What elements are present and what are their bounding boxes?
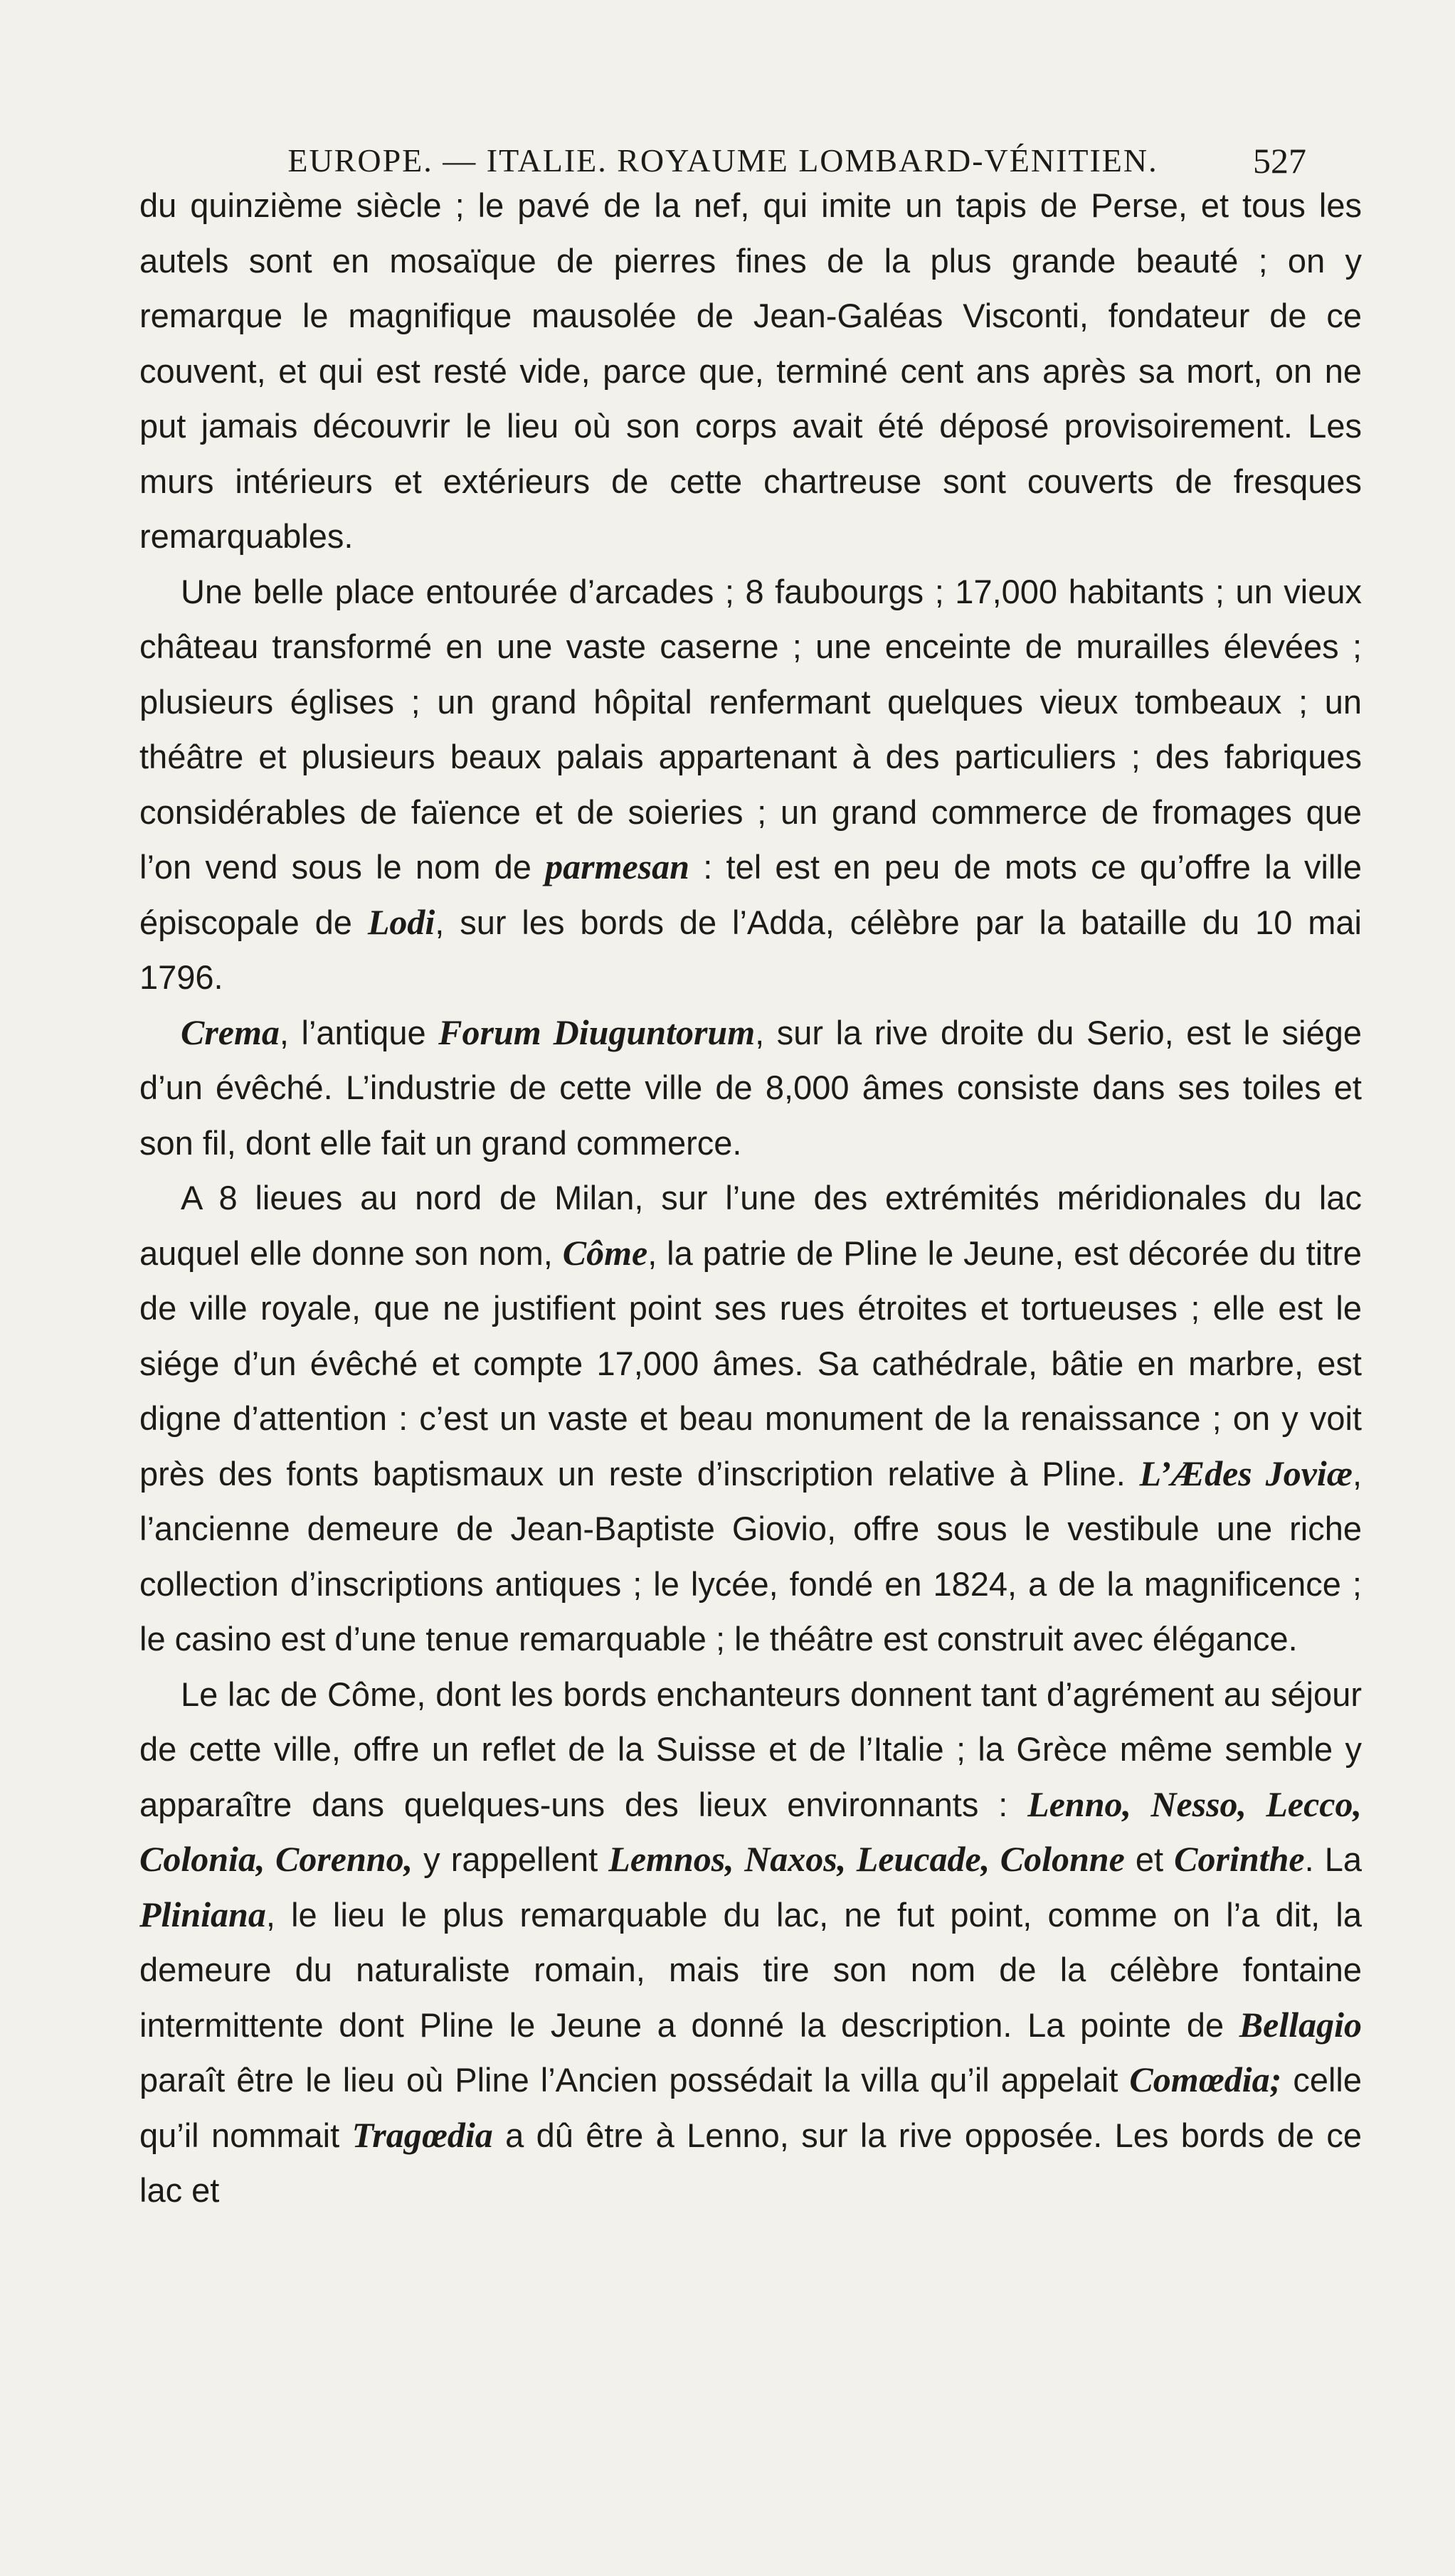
italic-text: Bellagio	[1239, 2004, 1362, 2045]
italic-text: Corinthe	[1174, 1839, 1305, 1879]
page-header	[139, 139, 1306, 182]
paragraph	[139, 1667, 1362, 2218]
running-title: EUROPE. — ITALIE. ROYAUME LOMBARD-VÉNITIEN.	[287, 142, 1158, 179]
italic-text: Pliniana	[139, 1894, 266, 1934]
italic-text: L’Ædes Joviæ	[1139, 1453, 1353, 1493]
paragraph	[139, 1170, 1362, 1667]
text-run: paraît être le lieu où Pline l’Ancien possédait la villa qu’il appelait	[139, 2061, 1130, 2099]
italic-text: Tragœdia	[351, 2114, 493, 2155]
text-run: . La	[1304, 1840, 1362, 1878]
paragraph	[139, 564, 1362, 1005]
text-run: : tel est en peu de mots ce qu’offre la ville épiscopale de	[139, 848, 1362, 941]
text-run: celle qu’il nommait	[139, 2061, 1362, 2154]
page-number: 527	[1253, 141, 1306, 181]
text-run: Une belle place entourée d’arcades ; 8 faubourgs ; 17,000 habitants ; un vieux château transformé en une vaste caserne ; une enceinte de murailles élevées ; plusieurs églises ; un grand hôpital renfermant quelques vieux tombeaux ; un théâtre et plusieurs beaux palais appartenant à des particuliers ; des fabriques considérables de faïence et de soieries ; un grand commerce de fromages que l’on vend sous le nom de	[139, 572, 1362, 886]
text-run: , sur les bords de l’Adda, célèbre par la bataille du 10 mai 1796.	[139, 903, 1362, 996]
italic-text: Lenno, Nesso, Lecco, Colonia, Corenno,	[139, 1783, 1362, 1879]
italic-text: Crema	[181, 1012, 280, 1052]
text-run: a dû être à Lenno, sur la rive opposée. Les bords de ce lac et	[139, 2116, 1362, 2209]
text-run: , sur la rive droite du Serio, est le siége d’un évêché. L’industrie de cette ville de 8,000 âmes consiste dans ses toiles et son fil, dont elle fait un grand commerce.	[139, 1013, 1363, 1162]
italic-text: Comœdia;	[1129, 2060, 1282, 2099]
text-run: et	[1124, 1840, 1175, 1878]
body-text	[139, 178, 1362, 2218]
text-run: Le lac de Côme, dont les bords enchanteurs donnent tant d’agrément au séjour de cette ville, offre un reflet de la Suisse et de l’Italie ; la Grèce même semble y apparaître dans quelques-uns des lieux environnants :	[139, 1675, 1362, 1823]
paragraph	[139, 178, 1362, 564]
text-run: , l’ancienne demeure de Jean-Baptiste Giovio, offre sous le vestibule une riche collection d’inscriptions antiques ; le lycée, fondé en 1824, a de la magnificence ; le casino est d’une tenue remarquable ; le théâtre est construit avec élégance.	[139, 1454, 1362, 1658]
italic-text: Lemnos, Naxos, Leucade, Colonne	[608, 1839, 1125, 1879]
italic-text: Forum Diuguntorum	[438, 1012, 756, 1052]
text-run: , l’antique	[279, 1013, 439, 1051]
italic-text: Lodi	[367, 901, 435, 942]
paragraph	[139, 1005, 1362, 1171]
text-run: A 8 lieues au nord de Milan, sur l’une des extrémités méridionales du lac auquel elle donne son nom,	[139, 1179, 1362, 1272]
italic-text: Côme	[562, 1232, 648, 1273]
italic-text: parmesan	[545, 847, 689, 886]
text-run: du quinzième siècle ; le pavé de la nef, qui imite un tapis de Perse, et tous les autels sont en mosaïque de pierres fines de la plus grande beauté ; on y remarque le magnifique mausolée de Jean-Galéas Visconti, fondateur de ce couvent, et qui est resté vide, parce que, terminé cent ans après sa mort, on ne put jamais découvrir le lieu où son corps avait été déposé provisoirement. Les murs intérieurs et extérieurs de cette chartreuse sont couverts de fresques remarquables.	[139, 186, 1362, 555]
text-run: , le lieu le plus remarquable du lac, ne fut point, comme on l’a dit, la demeure du naturaliste romain, mais tire son nom de la célèbre fontaine intermittente dont Pline le Jeune a donné la description. La pointe de	[139, 1895, 1362, 2044]
text-run: y rappellent	[413, 1840, 609, 1878]
text-run: , la patrie de Pline le Jeune, est décorée du titre de ville royale, que ne justifient point ses rues étroites et tortueuses ; elle est le siége d’un évêché et compte 17,000 âmes. Sa cathédrale, bâtie en marbre, est digne d’attention : c’est un vaste et beau monument de la renaissance ; on y voit près des fonts baptismaux un reste d’inscription relative à Pline.	[139, 1234, 1362, 1493]
